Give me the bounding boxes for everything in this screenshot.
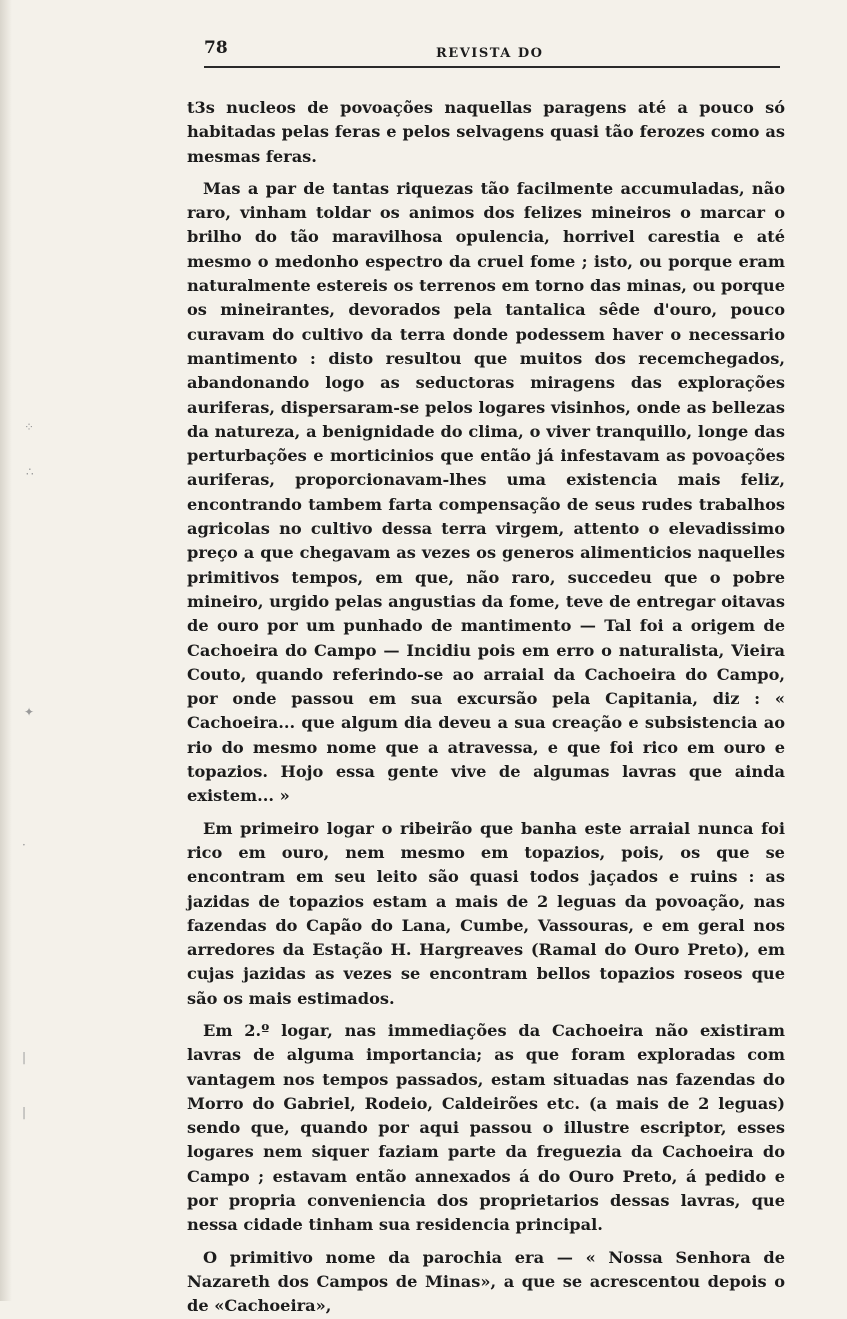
body-text	[187, 96, 785, 1319]
margin-mark: ·	[22, 838, 26, 852]
margin-mark: |	[22, 1050, 27, 1064]
paragraph: Mas a par de tantas riquezas tão facilmente accumuladas, não raro, vinham toldar os animos dos felizes mineiros o marcar o brilho do tão maravilhosa opulencia, horrivel carestia e até mesmo o medonho espectro da cruel fome ; isto, ou porque eram naturalmente estereis os terrenos em torno das minas, ou porque os mineirantes, devorados pela tantalica sêde d'ouro, pouco curavam do cultivo da terra donde podessem haver o necessario mantimento : disto resultou que muitos dos recemchegados, abandonando logo as seductoras miragens das explorações auriferas, dispersaram-se pelos logares visinhos, onde as bellezas da natureza, a benignidade do clima, o viver tranquillo, longe das perturbações e morticinios que então já infestavam as povoações auriferas, proporcionavam-lhes uma existencia mais feliz, encontrando tambem farta compensação de seus rudes trabalhos agricolas no cultivo dessa terra virgem, attento o elevadissimo preço a que chegavam as vezes os generos alimenticios naquelles primitivos tempos, em que, não raro, succedeu que o pobre mineiro, urgido pelas angustias da fome, teve de entregar oitavas de ouro por um punhado de mantimento — Tal foi a origem de Cachoeira do Campo — Incidiu pois em erro o naturalista, Vieira Couto, quando referindo-se ao arraial da Cachoeira do Campo, por onde passou em sua excursão pela Capitania, diz : « Cachoeira... que algum dia deveu a sua creação e subsistencia ao rio do mesmo nome que a atravessa, e que foi rico em ouro e topazios. Hojo essa gente vive de algumas lavras que ainda existem... »	[187, 178, 785, 806]
header-rule	[204, 66, 780, 68]
page-edge	[0, 0, 12, 1301]
page-header	[204, 38, 780, 68]
margin-mark: ∴	[26, 465, 34, 479]
paragraph: Em primeiro logar o ribeirão que banha este arraial nunca foi rico em ouro, nem mesmo em topazios, pois, os que se encontram em seu leito são quasi todos jaçados e ruins : as jazidas de topazios estam a mais de 2 leguas da povoação, nas fazendas do Capão do Lana, Cumbe, Vassouras, e em geral nos arredores da Estação H. Hargreaves (Ramal do Ouro Preto), em cujas jazidas as vezes se encontram bellos topazios roseos que são os mais estimados.	[187, 818, 785, 1008]
margin-mark: ✦	[24, 705, 35, 719]
margin-mark: |	[22, 1105, 27, 1119]
paragraph: O primitivo nome da parochia era — « Nossa Senhora de Nazareth dos Campos de Minas», a que se acrescentou depois o de «Cachoeira»,	[187, 1247, 785, 1316]
page-number: 78	[204, 38, 228, 58]
paragraph: Em 2.º logar, nas immediações da Cachoeira não existiram lavras de alguma importancia; as que foram exploradas com vantagem nos tempos passados, estam situadas nas fazendas do Morro do Gabriel, Rodeio, Caldeirões etc. (a mais de 2 leguas) sendo que, quando por aqui passou o illustre escriptor, esses logares nem siquer faziam parte da freguezia da Cachoeira do Campo ; estavam então annexados á do Ouro Preto, á pedido e por propria conveniencia dos proprietarios dessas lavras, que nessa cidade tinham sua residencia principal.	[187, 1020, 785, 1235]
margin-mark: ⁘	[24, 420, 35, 434]
paragraph: t3s nucleos de povoações naquellas paragens até a pouco só habitadas pelas feras e pelos selvagens quasi tão ferozes como as mesmas feras.	[187, 98, 785, 166]
running-head: REVISTA DO	[436, 46, 544, 61]
